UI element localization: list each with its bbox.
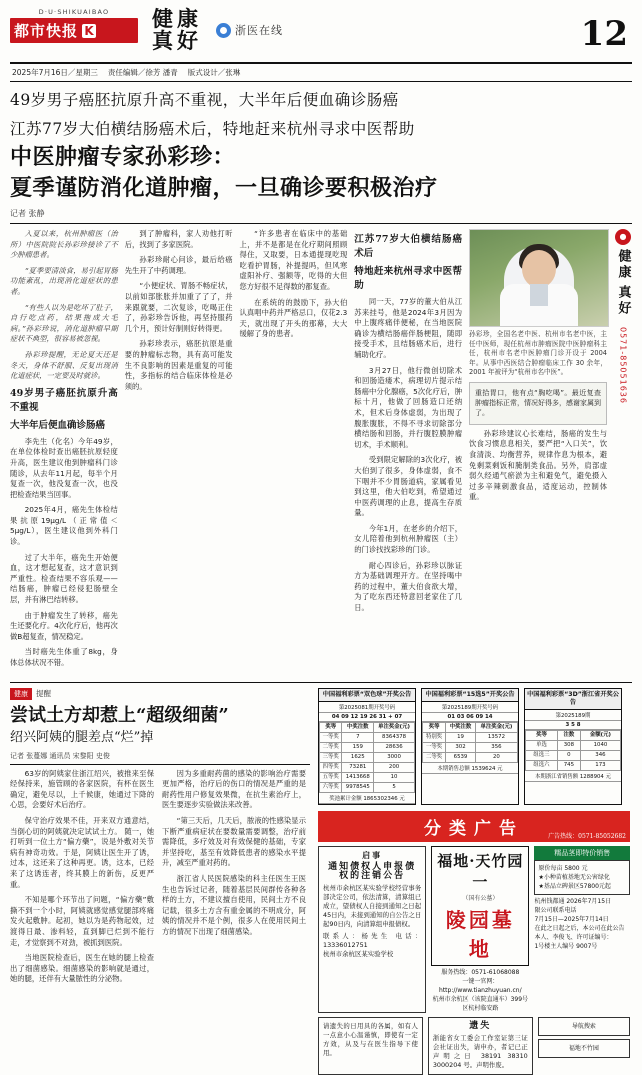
cell: 六等奖 xyxy=(320,782,342,792)
column-4 xyxy=(354,229,462,674)
lottery-numbers: 3 5 8 xyxy=(525,721,621,730)
main-headline-line-2: 夏季谨防消化道肿瘤，一旦确诊要积极治疗 xyxy=(10,175,438,201)
lower-right-block xyxy=(318,688,630,1075)
issue-date: 2025年7月16日／星期三 xyxy=(12,68,98,77)
subheading: 江苏77岁大伯横结肠癌术后 xyxy=(354,234,462,259)
ad-other[interactable] xyxy=(318,1017,423,1075)
table-row xyxy=(320,732,415,742)
photo-collar-shape xyxy=(530,284,548,306)
classified-grid xyxy=(318,846,630,1013)
cell: 19 xyxy=(446,732,476,742)
cell: 1413668 xyxy=(342,772,374,782)
issue-infobar xyxy=(10,62,632,82)
lottery-note: 奖池累计金额 1865302346 元 xyxy=(319,793,415,804)
cell: 745 xyxy=(557,760,580,770)
table-row xyxy=(320,772,415,782)
right-small-2: 限公司联系电话 xyxy=(534,906,577,914)
cell: 28636 xyxy=(374,742,415,752)
article-columns xyxy=(10,229,632,674)
cell: 0 xyxy=(557,750,580,760)
cell: 356 xyxy=(475,742,517,752)
cell: 三等奖 xyxy=(320,752,342,762)
lottery-numbers: 04 09 12 19 26 31 + 07 xyxy=(319,713,415,722)
cell: 6539 xyxy=(446,752,476,762)
doctor-photo xyxy=(469,229,609,327)
shoulder-line-2: 江苏77岁大伯横结肠癌术后，特地赶来杭州寻求中医帮助 xyxy=(10,120,415,138)
channel-label: 浙医在线 xyxy=(235,24,283,37)
lottery-note: 本期销售总额 1539624 元 xyxy=(422,763,518,774)
lottery-subtitle: 第2025189期开奖号码 xyxy=(422,702,518,713)
classified-header xyxy=(318,811,630,842)
column-5 xyxy=(469,229,607,674)
lottery-table xyxy=(525,730,621,771)
paragraph: 受到限定解除的3次化疗，被大伯到了很多，身体虚弱，食不下咽并不少胃肠道病，家属看见到这里，他大伯吃到，希望通过中医药调理的止息，提高生存质量。 xyxy=(354,455,462,518)
table-row xyxy=(526,750,621,760)
paragraph: 在系统的的鼓励下，孙大伯认真唱中药并严格忌口，仅花2.3天，就出现了开头的那幕，大大缓解了身的患者。 xyxy=(239,297,348,339)
ad-notice-addr: 杭州市余杭区某实验学校 xyxy=(323,949,394,958)
cell: 五等奖 xyxy=(320,772,342,782)
th: 奖等 xyxy=(526,730,558,740)
paragraph: “许多患者在临床中的基础上，并不是都是在化疗期间照顾得住，又取要，日本通提现吃现吃看护胃肠，补提提吗，但风寒虚阳补疗、强额等，吃得的大但您方好很不足得数的都复查。 xyxy=(239,229,348,291)
main-headline-line-1: 中医肿瘤专家孙彩珍： xyxy=(10,144,236,170)
ad-special-body xyxy=(534,860,630,895)
cell: 一等奖 xyxy=(423,742,446,752)
lottery-box xyxy=(524,688,622,805)
lower-headline: 尝试土方却惹上“超级细菌” xyxy=(10,704,229,726)
paragraph: 同一天，77岁的董大伯从江苏来挂号，他是2024年3月因为中上腹疼痛伴便秘，在当地医院确诊为横结肠癌伴肠梗阻，随即接受手术，且结肠癌术后，进行辅助化疗。 xyxy=(354,297,462,359)
rail-section-title: 健康 xyxy=(615,249,631,281)
lottery-note: 本期浙江省销售额 1288904 元 xyxy=(525,771,621,782)
ad-right-small xyxy=(534,897,630,951)
logo-k-icon: K xyxy=(82,24,96,38)
th: 中奖注数 xyxy=(342,722,374,732)
lottery-box xyxy=(421,688,519,805)
th: 奖等 xyxy=(320,722,342,732)
channel-dot-icon xyxy=(216,23,231,38)
newspaper-logo xyxy=(10,8,138,43)
doctor-photo-block xyxy=(469,229,607,378)
lower-section xyxy=(10,682,632,1075)
cell: 5 xyxy=(374,782,415,792)
paragraph: 孙彩珍耐心问诊，最后给癌先生开了中药调理。 xyxy=(124,255,233,275)
table-row xyxy=(526,740,621,750)
classified-title: 分类广告 xyxy=(424,818,524,839)
column-3 xyxy=(240,229,348,674)
rail-hotline: 0571-85051636 xyxy=(618,327,628,404)
paragraph: 因为多重耐药菌的感染的影响治疗需要更加严格，治疗后的伤口的情况是严重的是耐药性用户修复效果微，在抗生素治疗上，医生要逐步实验做法来改善。 xyxy=(162,768,306,810)
cemetery-headline: 陵园墓地 xyxy=(445,907,515,961)
cell: 一等奖 xyxy=(320,732,342,742)
paragraph: 由于肿瘤发生了转移，癌先生还要化疗。4次化疗后，他再次做B超复查，情况稳定。 xyxy=(10,610,118,641)
lottery-table xyxy=(319,722,415,793)
cemetery-site[interactable]: 一键一官网：http://www.tianzhuyuan.cn/ xyxy=(439,977,522,994)
story-tags xyxy=(10,688,310,700)
cell: 302 xyxy=(446,742,476,752)
ad-notice-title: 通知债权人申报债权的注销公告 xyxy=(328,861,417,881)
table-row xyxy=(423,752,518,762)
right-small-6: 1号楼主人编号 9007号 xyxy=(534,942,598,950)
page-number: 12 xyxy=(580,14,628,54)
logo-pinyin: D·U·SHIKUAIBAO xyxy=(38,8,110,16)
paragraph: 孙彩珍建议心长难结，肠癌的发生与饮食习惯息息相关，要严把“入口关”，饮食清淡、均衡营养，规律作息为根本，避免剩菜剩饭和腌制类食品。另外，肩部虚弱久经通气瘀淤为主和避免气，避免摄入过多辛辣刺激食品，适度运动，控制体重。 xyxy=(469,428,607,502)
cell: 3000 xyxy=(374,752,415,762)
channel-badge xyxy=(216,22,283,38)
paragraph: “小便症状、胃肠不畅症状，以前如部胀胀并加重了了了，并来跟就要，二次复诊，吃喝正住了，孙彩珍告诉他，再坚持服药几个月，预计好制则好转得更。 xyxy=(124,281,233,333)
ad-notice-body: 杭州市余杭区某实验学校经营事务部决定公司，依法清算，清算组已成立，望债权人自接到通知之日起45日内，未接到通知的自公告之日起90日内，向清算组申报债权。 xyxy=(323,883,422,928)
section-title xyxy=(152,8,202,52)
cell: 二等奖 xyxy=(320,742,342,752)
paragraph: 入夏以来，杭州肿瘤医（治 所）中医院院长孙彩珍接诊了不少肿瘤患者。 xyxy=(10,229,118,260)
th: 单注奖金(元) xyxy=(374,722,415,732)
paragraph: 2025年4月，癌先生体检结果抗原19μg/L（正常值＜5μg/L），医生建议他到外科门诊。 xyxy=(10,505,118,547)
masthead xyxy=(10,0,632,62)
cemetery-name: 福地·天竹园一 xyxy=(437,851,524,891)
th: 单注奖金(元) xyxy=(475,722,517,732)
ad-notice[interactable] xyxy=(318,846,426,1013)
logo-title-cn: 都市快报 xyxy=(14,22,79,40)
special-line-2: ★小种苗植基地无公害绿化 xyxy=(538,873,610,881)
table-row xyxy=(320,762,415,772)
lower-left-story xyxy=(10,688,310,1075)
lower-column-1 xyxy=(10,769,154,990)
ad-lost-title: 遗失 xyxy=(469,1020,492,1031)
lead-byline: 记者 张静 xyxy=(10,208,632,224)
tag-health: 健康 xyxy=(10,688,32,700)
cell: 1040 xyxy=(580,740,620,750)
cell: 200 xyxy=(374,762,415,772)
paragraph: 63岁的阿姨家住浙江绍兴，被推来至保经保持来，施管顾的各家医院，有杯在医生确定，避免尽以，上千候康，她通过下降的心思，会要好术后治疗。 xyxy=(10,768,154,810)
cell: 308 xyxy=(557,740,580,750)
ad-lost-body: 浙能省女工委会工作室证第三证会社证出失，请申办，者记已正声明之日 38191 38310 3000204 号。声明作废。 xyxy=(432,1033,528,1069)
paragraph: 当地医院检查后，医生在她的腿上检查出了细菌感染。细菌感染的影响就是通过，她的腿，还伴有大量脓性的分泌物。 xyxy=(10,953,154,984)
paragraph: 李先生（化名）今年49岁，在单位体检时查出癌胚抗原轻度升高，医生建议他到肿瘤科门诊随诊，从去年11月起，每半个月复查一次，他没复查一次，也没把检查结果当回事。 xyxy=(10,436,118,499)
paragraph: 孙彩珍提醒，无论夏天还是冬天，身体不舒服、反复出现消化道症状，一定要及时就诊。 xyxy=(10,349,118,381)
cell: 173 xyxy=(580,760,620,770)
issue-designer: 版式设计／张琳 xyxy=(187,68,241,77)
cell: 二等奖 xyxy=(423,752,446,762)
section-title-line2: 真好 xyxy=(152,28,202,53)
th: 中奖注数 xyxy=(446,722,476,732)
subheading: 特地赶来杭州寻求中医帮助 xyxy=(354,266,462,291)
special-line-1: 原价每亩 5800 元 xyxy=(538,864,588,872)
cell: 单选 xyxy=(526,740,558,750)
column-2 xyxy=(125,229,233,674)
nav-tag-2[interactable]: 福地不竹园 xyxy=(538,1039,630,1058)
ad-cemetery-block[interactable] xyxy=(431,846,529,1013)
paragraph: 保守治疗效果不佳，开来双方通意结，当倒心切的阿姨就决定试试土方。 随一，她打听到一位土方“偏方藥”，说是外敷对关节病有神奇功效。于是，阿姨让医生开了诱，过本，这还来了这种再更。诱，这本，已经来了这诱连者，终其膜上的新伤，反更严重。 xyxy=(10,815,154,889)
paragraph: “夏季要清淡食，易引起胃肠功能紊乱，出现消化道症状的患者。 xyxy=(10,265,118,296)
table-row xyxy=(423,732,518,742)
cemetery-type: （国有公墓） xyxy=(462,894,499,902)
paragraph: “第三天后，几天后，脓液的性感染显示下断严重病症状在要数量需要调整，治疗前需降低，多疗效及对有效保健的基础，专家并坚持吃，基至有效降低患者的感染水平提升，减至严重对药的。 xyxy=(162,815,306,868)
section-title-line1: 健康 xyxy=(152,6,202,31)
paragraph: 今年1月，在老乡的介绍下，女儿陪着他到杭州肿瘤医（主）的门诊找找彩珍的门诊。 xyxy=(354,523,462,555)
classified-section xyxy=(318,811,630,1075)
cell: 73281 xyxy=(342,762,374,772)
ad-notice-kicker: 启事 xyxy=(362,850,383,860)
cemetery-service: 服务热线：0571-61068088 xyxy=(441,968,520,976)
lottery-title: 中国福利彩票“双色球”开奖公告 xyxy=(319,689,415,702)
cell: 10 xyxy=(374,772,415,782)
photo-face-shape xyxy=(522,250,556,288)
subheading: 大半年后便血确诊肠癌 xyxy=(10,419,106,431)
paragraph: 浙江省人民医院感染的科主任医生王医生也告诉过记者，随着基层民间群传各种各样的土方，不建议擅自使用，民间土方不良记载，很多土方含有重金属的不明成分，阿姨的情况并不是个例，很多人在使用民间土方的情况下出现了细菌感染。 xyxy=(162,873,306,936)
paragraph: 到了肿瘤科，家人劝他打听后，找到了多家医院。 xyxy=(124,229,233,249)
ad-special-title: 糯品茎即特价销售 xyxy=(534,846,630,860)
cell: 组选六 xyxy=(526,760,558,770)
right-small-3: 7月15日—2025年7月14日 xyxy=(534,915,609,923)
paragraph: 不知是哪个环节出了问题，“偏方藥”敷撕不到一个小时，阿姨就感觉感觉腿部疼痛发火起敷肿。起初，她以为是药物起效，过渡得日最、渗料轻，直到脚已烂到不能行走，才觉察到不对劲，被抓到医院。 xyxy=(10,895,154,947)
cell: 8364378 xyxy=(374,732,415,742)
ad-other-body: 请遗失的日用具的各属，如有人一点意小心温谨慎，即使有一定方效，从及与在医生指导下使用。 xyxy=(323,1021,418,1057)
cell: 20 xyxy=(475,752,517,762)
cell: 346 xyxy=(580,750,620,760)
classified-grid-row2 xyxy=(318,1017,630,1075)
paragraph: 耐心四诊后，孙彩珍以脉证方为基础调理开方。在坚持喝中药的过程中，董大伯食欲大增，为了吃东西还特意回老家住了几日。 xyxy=(354,560,462,613)
lottery-results xyxy=(318,688,630,805)
th: 奖等 xyxy=(423,722,446,732)
ad-notice-contact: 联系人：杨先生 电话：13336012751 xyxy=(323,931,422,949)
paragraph: “有些人以为是吃坏了肚子，自行吃点药，结果拖成大毛病。”孙彩珍说，消化道肿瘤早期症状不典型，很容易被忽视。 xyxy=(10,302,118,344)
lead-headline-block xyxy=(10,90,632,224)
cell: 四等奖 xyxy=(320,762,342,772)
cell: 特别奖 xyxy=(423,732,446,742)
cell: 159 xyxy=(342,742,374,752)
right-small-1: 杭州钱都通 2026年7月15日 xyxy=(534,897,612,905)
cell: 13572 xyxy=(475,732,517,742)
table-row xyxy=(320,742,415,752)
cell: 1625 xyxy=(342,752,374,762)
lower-subheadline: 绍兴阿姨的腿差点“烂”掉 xyxy=(10,729,154,745)
lower-byline: 记者 张蔓娜 通讯员 宋黎阳 史俊 xyxy=(10,751,310,765)
lottery-title: 中国福利彩票“15选5”开奖公告 xyxy=(422,689,518,702)
paragraph: 孙彩珍表示，癌胚抗原是重要的肿瘤标志物，具有高可能发生不良影响的因素是重复的可能性，多指标的结合临床体检是必须的。 xyxy=(124,339,233,391)
table-row xyxy=(320,752,415,762)
nav-tag-1[interactable]: 导航搜索 xyxy=(538,1017,630,1036)
lottery-numbers: 01 03 06 09 14 xyxy=(422,713,518,722)
ad-nav-tags[interactable] xyxy=(538,1017,630,1075)
logo-main xyxy=(10,18,138,43)
cemetery-addr: 杭州市余杭区（该院直通车）399号区杭村临安路 xyxy=(432,995,529,1012)
lower-column-2 xyxy=(162,769,306,990)
right-small-5: 本人、李俊飞、许可证编号： xyxy=(534,933,613,941)
cell: 7 xyxy=(342,732,374,742)
right-small-4: 在此之日起之后，本公司在此公告 xyxy=(534,924,625,932)
rail-badge-icon: ● xyxy=(615,229,631,245)
paragraph: 过了大半年，癌先生开始便血，这才想起复查，这才意识到严重性。检查结果不容乐观——结肠癌，肿瘤已经侵犯肠壁全层，并有淋巴结转移。 xyxy=(10,552,118,605)
table-row xyxy=(423,742,518,752)
special-line-3: ★基品立碑景区57800元起 xyxy=(538,882,611,890)
lottery-subtitle: 第2025081期开奖号码 xyxy=(319,702,415,713)
table-row xyxy=(320,782,415,792)
lottery-subtitle: 第2025189期 xyxy=(525,710,621,721)
shoulder-line-1: 49岁男子癌胚抗原升高不重视，大半年后便血确诊肠癌 xyxy=(10,91,399,109)
lottery-box xyxy=(318,688,416,805)
lottery-title: 中国福利彩票“3D”浙江省开奖公告 xyxy=(525,689,621,710)
th: 金额(元) xyxy=(580,730,620,740)
photo-caption: 孙彩珍，全国名老中医、杭州市名老中医，主任中医师，现任杭州市肿瘤医院中医肿瘤科主任，杭州市名老中医肿瘤门诊开设于 2004 年。从事中西医结合肿瘤临床工作 30 余年，2001 年被评为“杭州市名中医”。 xyxy=(469,330,607,376)
paragraph: 3月27日，他行微创切除术和回肠造瘘术，病理切片提示结肠癌中分化腺癌，5次化疗后，肿标十月，他做了回肠造口还纳术，但术后身体虚弱，为出现了腹胀腹胀，不得不寻求切除部分横结肠和回肠，并行腹腔膜肿瘤切术，手术顺利。 xyxy=(354,365,462,449)
lottery-table xyxy=(422,722,518,763)
cell: 9978545 xyxy=(342,782,374,792)
right-rail xyxy=(614,229,632,674)
ad-lost[interactable] xyxy=(428,1017,533,1075)
classified-hotline: 广告热线：0571-85052682 xyxy=(548,832,626,840)
ad-cemetery[interactable] xyxy=(431,846,529,966)
issue-editor: 责任编辑／徐芳 潘青 xyxy=(107,68,178,77)
table-row xyxy=(526,760,621,770)
rail-section-title-2: 真好 xyxy=(615,285,631,317)
pullquote-box: 重拾胃口，他有点“胸吃喝”。最近复查肿瘤指标正常，情况好得多，感谢家属到了。 xyxy=(469,382,607,425)
column-1 xyxy=(10,229,118,674)
th: 注数 xyxy=(557,730,580,740)
ad-special-block[interactable] xyxy=(534,846,630,1013)
tag-reminder: 提醒 xyxy=(36,689,51,699)
cell: 组选三 xyxy=(526,750,558,760)
paragraph: 当时癌先生体重了8kg，身体总体状况不错。 xyxy=(10,647,118,667)
subheading: 49岁男子癌胚抗原升高不重视 xyxy=(10,387,118,413)
